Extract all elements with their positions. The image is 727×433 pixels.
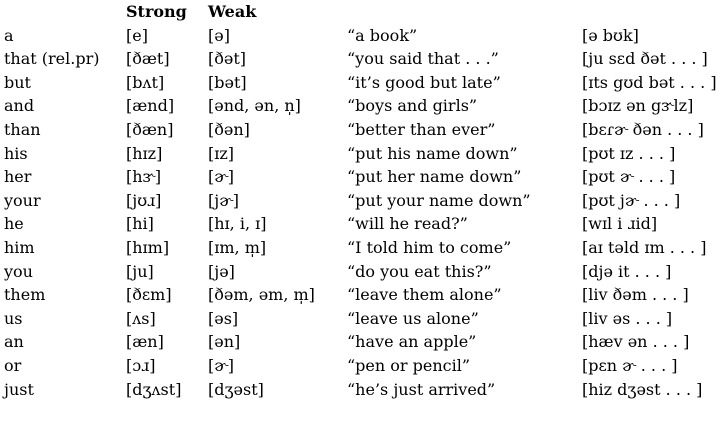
transcription-cell: [pʊt ɚ . . . ] — [582, 167, 676, 187]
table-row — [4, 189, 727, 213]
strong-form-cell: [hɝ] — [126, 167, 162, 187]
transcription-cell: [hiz dʒəst . . . ] — [582, 379, 703, 399]
header-phrase — [347, 0, 582, 24]
example-phrase-cell: “a book” — [347, 25, 418, 45]
example-phrase-cell: “leave us alone” — [347, 308, 479, 328]
example-phrase-cell: “you said that . . .” — [347, 49, 499, 69]
example-phrase-cell: “boys and girls” — [347, 96, 478, 116]
transcription-cell: [liv əs . . . ] — [582, 308, 673, 328]
word-cell: his — [4, 143, 28, 163]
word-cell: them — [4, 285, 46, 305]
strong-form-cell: [ænd] — [126, 96, 175, 116]
table-row — [4, 165, 727, 189]
word-cell: that (rel.pr) — [4, 49, 100, 69]
weak-form-cell: [hɪ, i, ɪ] — [208, 214, 267, 234]
word-cell: or — [4, 355, 22, 375]
weak-form-cell: [ənd, ən, n̩] — [208, 96, 301, 116]
strong-form-cell: [hi] — [126, 214, 154, 234]
weak-form-cell: [ɚ] — [208, 167, 234, 187]
word-cell: your — [4, 190, 41, 210]
transcription-cell: [bɛɾɚ ðən . . . ] — [582, 119, 704, 139]
word-cell: than — [4, 119, 41, 139]
example-phrase-cell: “I told him to come” — [347, 237, 512, 257]
example-phrase-cell: “put your name down” — [347, 190, 531, 210]
table-row — [4, 212, 727, 236]
weak-form-cell: [dʒəst] — [208, 379, 264, 399]
weak-form-cell: [ðəm, əm, m̩] — [208, 285, 315, 305]
table-row — [4, 236, 727, 260]
word-cell: and — [4, 96, 35, 116]
weak-form-cell: [jə] — [208, 261, 235, 281]
word-cell: him — [4, 237, 35, 257]
strong-form-cell: [e] — [126, 25, 148, 45]
transcription-cell: [hæv ən . . . ] — [582, 332, 690, 352]
word-cell: he — [4, 214, 24, 234]
word-cell: but — [4, 72, 31, 92]
header-strong: Strong — [126, 2, 187, 21]
transcription-cell: [bɔɪz ən gɝlz] — [582, 96, 694, 116]
weak-form-cell: [ðən] — [208, 119, 250, 139]
strong-form-cell: [jʊɹ] — [126, 190, 162, 210]
example-phrase-cell: “leave them alone” — [347, 285, 502, 305]
table-row — [4, 47, 727, 71]
transcription-cell: [ju sɛd ðət . . . ] — [582, 49, 708, 69]
transcription-cell: [ɪts gʊd bət . . . ] — [582, 72, 717, 92]
transcription-cell: [liv ðəm . . . ] — [582, 285, 689, 305]
header-weak: Weak — [208, 2, 257, 21]
table-row — [4, 378, 727, 402]
strong-form-cell: [hɪm] — [126, 237, 170, 257]
table-row — [4, 142, 727, 166]
weak-form-cell: [ɚ] — [208, 355, 234, 375]
strong-form-cell: [ɔɹ] — [126, 355, 156, 375]
example-phrase-cell: “it’s good but late” — [347, 72, 501, 92]
example-phrase-cell: “put her name down” — [347, 167, 522, 187]
transcription-cell: [ə bʊk] — [582, 25, 639, 45]
word-cell: an — [4, 332, 24, 352]
transcription-cell: [pʊt jɚ . . . ] — [582, 190, 681, 210]
transcription-cell: [wɪl i ɹid] — [582, 214, 658, 234]
strong-form-cell: [hɪz] — [126, 143, 163, 163]
strong-form-cell: [ðæn] — [126, 119, 174, 139]
header-word — [4, 0, 126, 24]
transcription-cell: [djə it . . . ] — [582, 261, 672, 281]
strong-form-cell: [bʌt] — [126, 72, 165, 92]
weak-form-cell: [ɪm, m̩] — [208, 237, 267, 257]
weak-form-cell: [əs] — [208, 308, 239, 328]
strong-form-cell: [dʒʌst] — [126, 379, 182, 399]
weak-form-cell: [ɪz] — [208, 143, 235, 163]
table-row — [4, 330, 727, 354]
table-row — [4, 71, 727, 95]
table-row — [4, 354, 727, 378]
example-phrase-cell: “put his name down” — [347, 143, 518, 163]
transcription-cell: [pɛn ɚ . . . ] — [582, 355, 678, 375]
weak-form-cell: [ən] — [208, 332, 241, 352]
table-row — [4, 24, 727, 48]
table-row — [4, 118, 727, 142]
example-phrase-cell: “he’s just arrived” — [347, 379, 496, 399]
strong-form-cell: [ðæt] — [126, 49, 170, 69]
strong-form-cell: [ju] — [126, 261, 154, 281]
strong-form-cell: [æn] — [126, 332, 164, 352]
transcription-cell: [pʊt ɪz . . . ] — [582, 143, 676, 163]
table-row — [4, 307, 727, 331]
weak-form-cell: [ə] — [208, 25, 230, 45]
word-cell: just — [4, 379, 34, 399]
weak-form-cell: [ðət] — [208, 49, 247, 69]
weak-form-cell: [jɚ] — [208, 190, 239, 210]
word-cell: you — [4, 261, 33, 281]
header-row — [4, 0, 727, 24]
strong-form-cell: [ðɛm] — [126, 285, 172, 305]
example-phrase-cell: “have an apple” — [347, 332, 477, 352]
table-row — [4, 260, 727, 284]
example-phrase-cell: “will he read?” — [347, 214, 468, 234]
strong-form-cell: [ʌs] — [126, 308, 156, 328]
example-phrase-cell: “do you eat this?” — [347, 261, 492, 281]
example-phrase-cell: “pen or pencil” — [347, 355, 471, 375]
weak-form-cell: [bət] — [208, 72, 247, 92]
word-cell: her — [4, 167, 32, 187]
weak-forms-table — [4, 0, 727, 401]
table-row — [4, 94, 727, 118]
header-transcription — [582, 0, 727, 24]
table-row — [4, 283, 727, 307]
table-body — [4, 24, 727, 402]
example-phrase-cell: “better than ever” — [347, 119, 496, 139]
word-cell: us — [4, 308, 23, 328]
word-cell: a — [4, 25, 14, 45]
transcription-cell: [aɪ təld ɪm . . . ] — [582, 237, 707, 257]
